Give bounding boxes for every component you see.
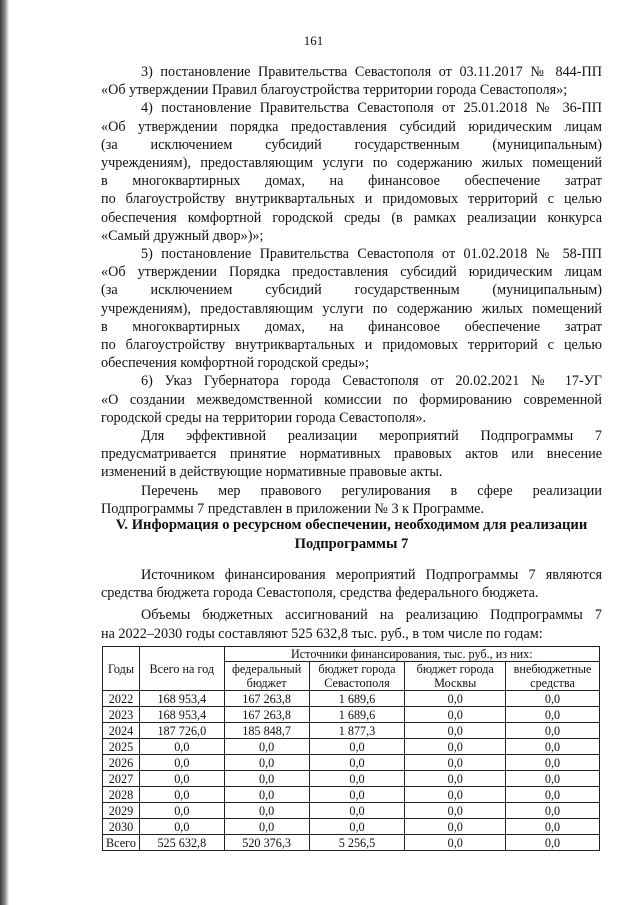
paragraph-line: в многоквартирных домах, на финансовое обеспечение затрат — [101, 318, 602, 335]
table-cell-value: 0,0 — [506, 771, 600, 787]
table-cell-value: 0,0 — [224, 755, 309, 771]
paragraph-line: 3) постановление Правительства Севастополя от 03.11.2017 № 844-ПП — [141, 64, 602, 80]
table-cell-value: 0,0 — [506, 787, 600, 803]
table-cell-value: 0,0 — [224, 803, 309, 819]
paragraph-line: изменений в действующие нормативные правовые акты. — [101, 464, 443, 481]
paragraph-line: предусматривается принятие нормативных правовых актов или внесение — [101, 446, 602, 463]
table-row — [103, 803, 600, 819]
header-sevastopol-line-1: бюджет города — [318, 662, 396, 676]
paragraph-line: по благоустройству внутриквартальных и придомовых территорий с целью — [101, 191, 602, 208]
table-cell-value: 0,0 — [224, 771, 309, 787]
table-cell-year: 2023 — [103, 707, 140, 723]
paragraph-line: Объемы бюджетных ассигнований на реализацию Подпрограммы 7 — [141, 607, 602, 624]
table-cell-value: 5 256,5 — [309, 835, 405, 851]
paragraph-line: «О создании межведомственной комиссии по формированию современной — [101, 391, 602, 408]
paragraph-line: обеспечения комфортной городской среды (в рамках реализации конкурса — [101, 209, 602, 226]
table-row — [103, 835, 600, 851]
table-cell-value: 520 376,3 — [224, 835, 309, 851]
table-cell-value: 0,0 — [506, 723, 600, 739]
header-federal-line-2: бюджет — [246, 676, 287, 690]
legal-acts-list — [101, 63, 602, 518]
table-row — [103, 739, 600, 755]
budget-table-body — [103, 691, 600, 851]
table-cell-value: 1 877,3 — [309, 723, 405, 739]
table-cell-value: 0,0 — [506, 707, 600, 723]
finance-description — [101, 566, 602, 643]
table-cell-value: 167 263,8 — [224, 691, 309, 707]
table-cell-value: 0,0 — [224, 739, 309, 755]
table-cell-value: 168 953,4 — [139, 707, 224, 723]
table-cell-value: 0,0 — [139, 803, 224, 819]
table-cell-year: 2026 — [103, 755, 140, 771]
table-cell-value: 167 263,8 — [224, 707, 309, 723]
paragraph-line: по благоустройству внутриквартальных и придомовых территорий с целью — [101, 337, 602, 354]
table-cell-value: 0,0 — [309, 819, 405, 835]
table-cell-value: 0,0 — [224, 787, 309, 803]
scan-edge-shadow — [0, 0, 9, 905]
table-cell-year: 2025 — [103, 739, 140, 755]
paragraph-line: 4) постановление Правительства Севастополя от 25.01.2018 № 36-ПП — [141, 100, 602, 117]
section-title-line-1: V. Информация о ресурсном обеспечении, необходимом для реализации — [115, 517, 588, 533]
header-total: Всего на год — [139, 647, 224, 691]
paragraph-line: «Об утверждении Правил благоустройства территории города Севастополя»; — [101, 82, 568, 99]
table-cell-value: 0,0 — [139, 819, 224, 835]
table-cell-value: 0,0 — [506, 803, 600, 819]
paragraph-line: на 2022–2030 годы составляют 525 632,8 тыс. руб., в том числе по годам: — [101, 625, 543, 642]
table-cell-value: 0,0 — [139, 739, 224, 755]
header-moscow-line-1: бюджет города — [416, 662, 494, 676]
table-cell-value: 0,0 — [224, 819, 309, 835]
table-cell-year: 2027 — [103, 771, 140, 787]
paragraph-line: 5) постановление Правительства Севастополя от 01.02.2018 № 58-ПП — [141, 246, 602, 263]
table-cell-year: 2028 — [103, 787, 140, 803]
table-row — [103, 691, 600, 707]
table-cell-value: 0,0 — [405, 691, 506, 707]
table-cell-value: 0,0 — [506, 835, 600, 851]
table-cell-year: 2030 — [103, 819, 140, 835]
paragraph-line: «Самый дружный двор»)»; — [101, 227, 264, 244]
table-cell-value: 0,0 — [405, 723, 506, 739]
header-moscow — [405, 662, 506, 691]
table-cell-year: 2029 — [103, 803, 140, 819]
header-moscow-line-2: Москвы — [434, 676, 477, 690]
paragraph-line: учреждениям), предоставляющим услуги по содержанию жилых помещений — [101, 300, 602, 317]
table-cell-value: 0,0 — [405, 835, 506, 851]
paragraph-line: городской среды на территории города Севастополя». — [101, 409, 426, 426]
header-federal-line-1: федеральный — [231, 662, 302, 676]
table-cell-value: 0,0 — [506, 819, 600, 835]
paragraph-line: Перечень мер правового регулирования в сфере реализации — [141, 482, 602, 499]
table-cell-value: 0,0 — [139, 755, 224, 771]
header-extrabudgetary — [506, 662, 600, 691]
table-row — [103, 819, 600, 835]
table-cell-value: 0,0 — [139, 787, 224, 803]
section-title — [101, 516, 602, 554]
table-cell-value: 0,0 — [139, 771, 224, 787]
table-row — [103, 771, 600, 787]
paragraph-line: средства бюджета города Севастополя, средства федерального бюджета. — [101, 585, 539, 602]
table-cell-value: 0,0 — [405, 771, 506, 787]
paragraph-line: в многоквартирных домах, на финансовое обеспечение затрат — [101, 173, 602, 190]
paragraph-line: учреждениям), предоставляющим услуги по содержанию жилых помещений — [101, 155, 602, 172]
paragraph-line: (за исключением субсидий государственным (муниципальным) — [101, 136, 602, 153]
table-cell-value: 0,0 — [506, 739, 600, 755]
table-cell-value: 0,0 — [506, 691, 600, 707]
paragraph-line: Источником финансирования мероприятий Подпрограммы 7 являются — [141, 567, 602, 583]
table-cell-value: 0,0 — [309, 755, 405, 771]
paragraph-line: Подпрограммы 7 представлен в приложении № 3 к Программе. — [101, 500, 485, 517]
paragraph-line: «Об утверждении порядка предоставления субсидий юридическим лицам — [101, 118, 602, 135]
table-cell-value: 187 726,0 — [139, 723, 224, 739]
table-cell-year: Всего — [103, 835, 140, 851]
header-extrabudgetary-line-1: внебюджетные — [513, 662, 592, 676]
header-sevastopol-line-2: Севастополя — [324, 676, 390, 690]
table-header-row — [103, 647, 600, 662]
paragraph-line: (за исключением субсидий государственным (муниципальным) — [101, 282, 602, 299]
table-cell-value: 0,0 — [405, 707, 506, 723]
table-cell-value: 0,0 — [405, 755, 506, 771]
page-number: 161 — [303, 33, 324, 48]
table-cell-value: 0,0 — [405, 787, 506, 803]
table-cell-value: 0,0 — [309, 739, 405, 755]
table-cell-value: 0,0 — [506, 755, 600, 771]
paragraph-line: Для эффективной реализации мероприятий Подпрограммы 7 — [141, 428, 602, 445]
table-row — [103, 707, 600, 723]
table-cell-year: 2024 — [103, 723, 140, 739]
budget-table — [102, 646, 600, 851]
paragraph-line: 6) Указ Губернатора города Севастополя от 20.02.2021 № 17-УГ — [141, 373, 602, 390]
table-cell-value: 525 632,8 — [139, 835, 224, 851]
table-cell-value: 1 689,6 — [309, 707, 405, 723]
header-extrabudgetary-line-2: средства — [530, 676, 575, 690]
table-cell-value: 1 689,6 — [309, 691, 405, 707]
table-cell-value: 0,0 — [405, 819, 506, 835]
table-cell-value: 0,0 — [309, 787, 405, 803]
table-cell-value: 0,0 — [405, 739, 506, 755]
table-cell-year: 2022 — [103, 691, 140, 707]
header-sources: Источники финансирования, тыс. руб., из них: — [224, 647, 599, 662]
table-cell-value: 185 848,7 — [224, 723, 309, 739]
paragraph-line: обеспечения комфортной городской среды»; — [101, 355, 370, 372]
header-sevastopol — [309, 662, 405, 691]
table-cell-value: 0,0 — [309, 771, 405, 787]
section-title-line-2: Подпрограммы 7 — [294, 536, 409, 552]
table-row — [103, 755, 600, 771]
table-row — [103, 723, 600, 739]
table-row — [103, 787, 600, 803]
table-cell-value: 0,0 — [405, 803, 506, 819]
header-federal — [224, 662, 309, 691]
paragraph-line: «Об утверждении Порядка предоставления субсидий юридическим лицам — [101, 264, 602, 281]
table-cell-value: 0,0 — [309, 803, 405, 819]
table-cell-value: 168 953,4 — [139, 691, 224, 707]
header-years: Годы — [103, 647, 140, 691]
